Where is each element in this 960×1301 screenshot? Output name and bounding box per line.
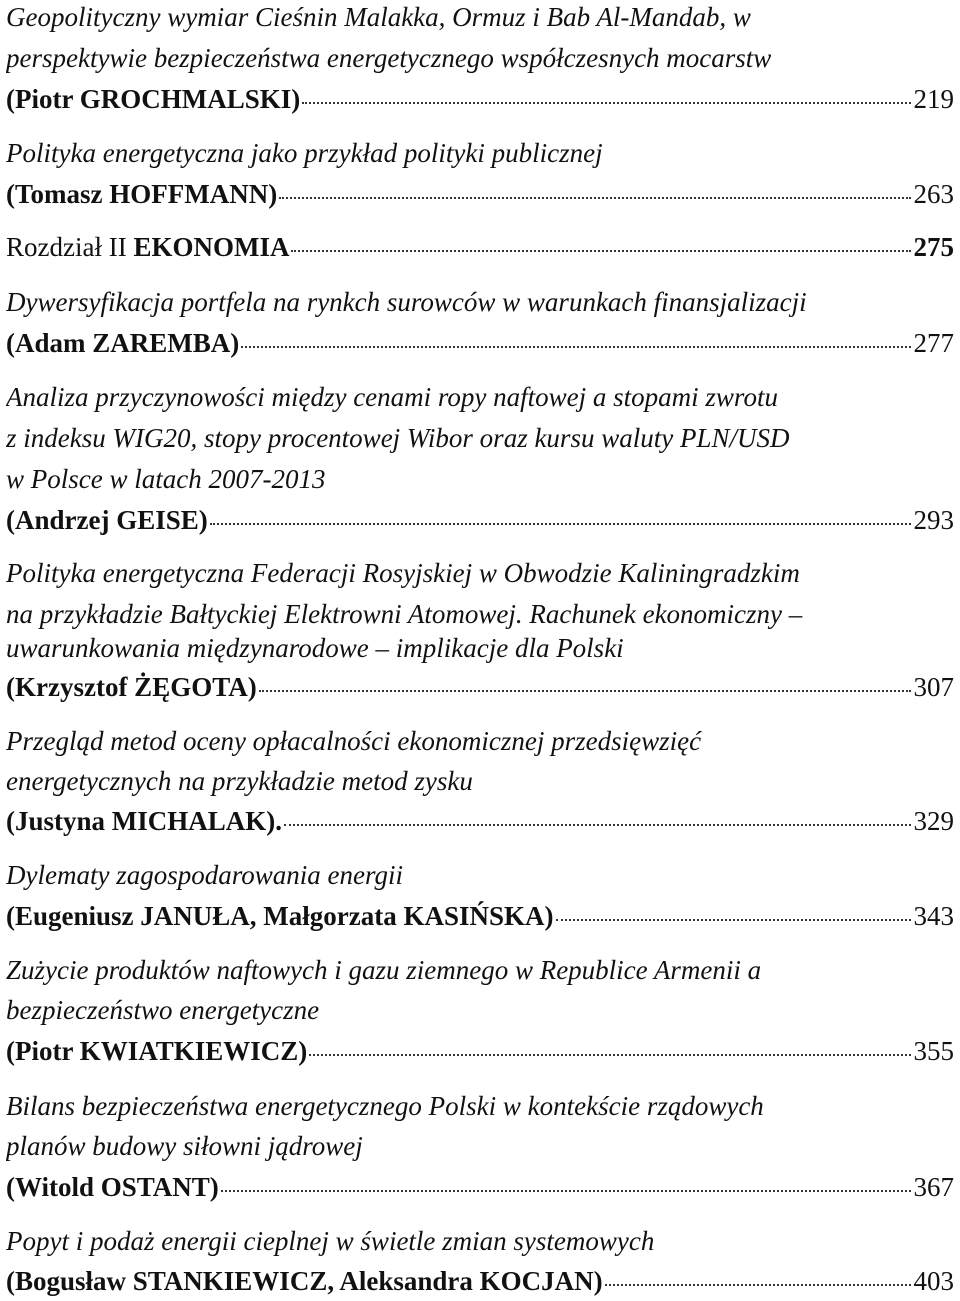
dot-leader xyxy=(210,523,911,525)
toc-entry-author-line xyxy=(6,503,954,537)
entry-author: (Krzysztof ŻĘGOTA) xyxy=(6,672,257,702)
entry-title-line: Przegląd metod oceny opłacalności ekonomicznej przedsięwzięć xyxy=(6,726,702,756)
toc-entry-author-line xyxy=(6,1264,954,1298)
entry-title-line: uwarunkowania międzynarodowe – implikacje dla Polski xyxy=(6,633,624,663)
dot-leader xyxy=(309,1054,910,1056)
section-heading-text xyxy=(6,230,289,264)
section-page-number: 275 xyxy=(913,232,954,262)
entry-title-line: Bilans bezpieczeństwa energetycznego Polski w kontekście rządowych xyxy=(6,1091,764,1121)
toc-entry-author-line xyxy=(6,804,954,838)
entry-title-line: Analiza przyczynowości między cenami ropy naftowej a stopami zwrotu xyxy=(6,382,778,412)
toc-entry-author-line xyxy=(6,1034,954,1068)
entry-title-line: energetycznych na przykładzie metod zysku xyxy=(6,766,473,796)
dot-leader xyxy=(556,919,911,921)
entry-page-number: 343 xyxy=(913,901,954,931)
dot-leader xyxy=(241,346,910,348)
entry-author: (Bogusław STANKIEWICZ, Aleksandra KOCJAN) xyxy=(6,1266,603,1296)
dot-leader xyxy=(279,197,910,199)
entry-page-number: 293 xyxy=(913,505,954,535)
entry-page-number: 263 xyxy=(913,179,954,209)
entry-title-line: Geopolityczny wymiar Cieśnin Malakka, Ormuz i Bab Al-Mandab, w xyxy=(6,2,751,32)
entry-title-line: Polityka energetyczna Federacji Rosyjskiej w Obwodzie Kaliningradzkim xyxy=(6,558,800,588)
section-name: EKONOMIA xyxy=(133,232,290,262)
entry-page-number: 219 xyxy=(913,84,954,114)
entry-title-line: Polityka energetyczna jako przykład polityki publicznej xyxy=(6,138,603,168)
dot-leader xyxy=(302,102,910,104)
dot-leader xyxy=(291,250,910,252)
entry-title-line: planów budowy siłowni jądrowej xyxy=(6,1131,363,1161)
entry-author: (Tomasz HOFFMANN) xyxy=(6,179,278,209)
toc-entry-author-line xyxy=(6,899,954,933)
entry-author: (Eugeniusz JANUŁA, Małgorzata KASIŃSKA) xyxy=(6,901,554,931)
entry-author: (Justyna MICHALAK). xyxy=(6,806,283,836)
entry-author: (Andrzej GEISE) xyxy=(6,505,208,535)
toc-entry-author-line xyxy=(6,177,954,211)
entry-author: (Piotr GROCHMALSKI) xyxy=(6,84,301,114)
entry-page-number: 403 xyxy=(913,1266,954,1296)
entry-title-line: bezpieczeństwo energetyczne xyxy=(6,995,320,1025)
entry-title-line: perspektywie bezpieczeństwa energetycznego współczesnych mocarstw xyxy=(6,43,772,73)
entry-title-line: w Polsce w latach 2007-2013 xyxy=(6,464,326,494)
entry-title-line: Dywersyfikacja portfela na rynkch surowców w warunkach finansjalizacji xyxy=(6,287,807,317)
entry-author: (Adam ZAREMBA) xyxy=(6,328,240,358)
entry-title-line: z indeksu WIG20, stopy procentowej Wibor oraz kursu waluty PLN/USD xyxy=(6,423,790,453)
entry-author: (Piotr KWIATKIEWICZ) xyxy=(6,1036,308,1066)
toc-entry-author-line xyxy=(6,670,954,704)
entry-author: (Witold OSTANT) xyxy=(6,1172,219,1202)
toc-entry-author-line xyxy=(6,326,954,360)
entry-page-number: 367 xyxy=(913,1172,954,1202)
entry-title-line: Zużycie produktów naftowych i gazu ziemnego w Republice Armenii a xyxy=(6,955,762,985)
section-prefix: Rozdział II xyxy=(6,232,134,262)
dot-leader xyxy=(221,1190,911,1192)
dot-leader xyxy=(284,824,910,826)
entry-title-line: Popyt i podaż energii cieplnej w świetle zmian systemowych xyxy=(6,1226,655,1256)
dot-leader xyxy=(259,690,911,692)
entry-page-number: 329 xyxy=(913,806,954,836)
entry-title-line: Dylematy zagospodarowania energii xyxy=(6,860,403,890)
entry-page-number: 355 xyxy=(913,1036,954,1066)
toc-entry-author-line xyxy=(6,1170,954,1204)
entry-title-line: na przykładzie Bałtyckiej Elektrowni Atomowej. Rachunek ekonomiczny – xyxy=(6,599,803,629)
toc-entry-author-line xyxy=(6,82,954,116)
section-heading xyxy=(6,230,954,264)
entry-page-number: 277 xyxy=(913,328,954,358)
entry-page-number: 307 xyxy=(913,672,954,702)
dot-leader xyxy=(605,1284,911,1286)
